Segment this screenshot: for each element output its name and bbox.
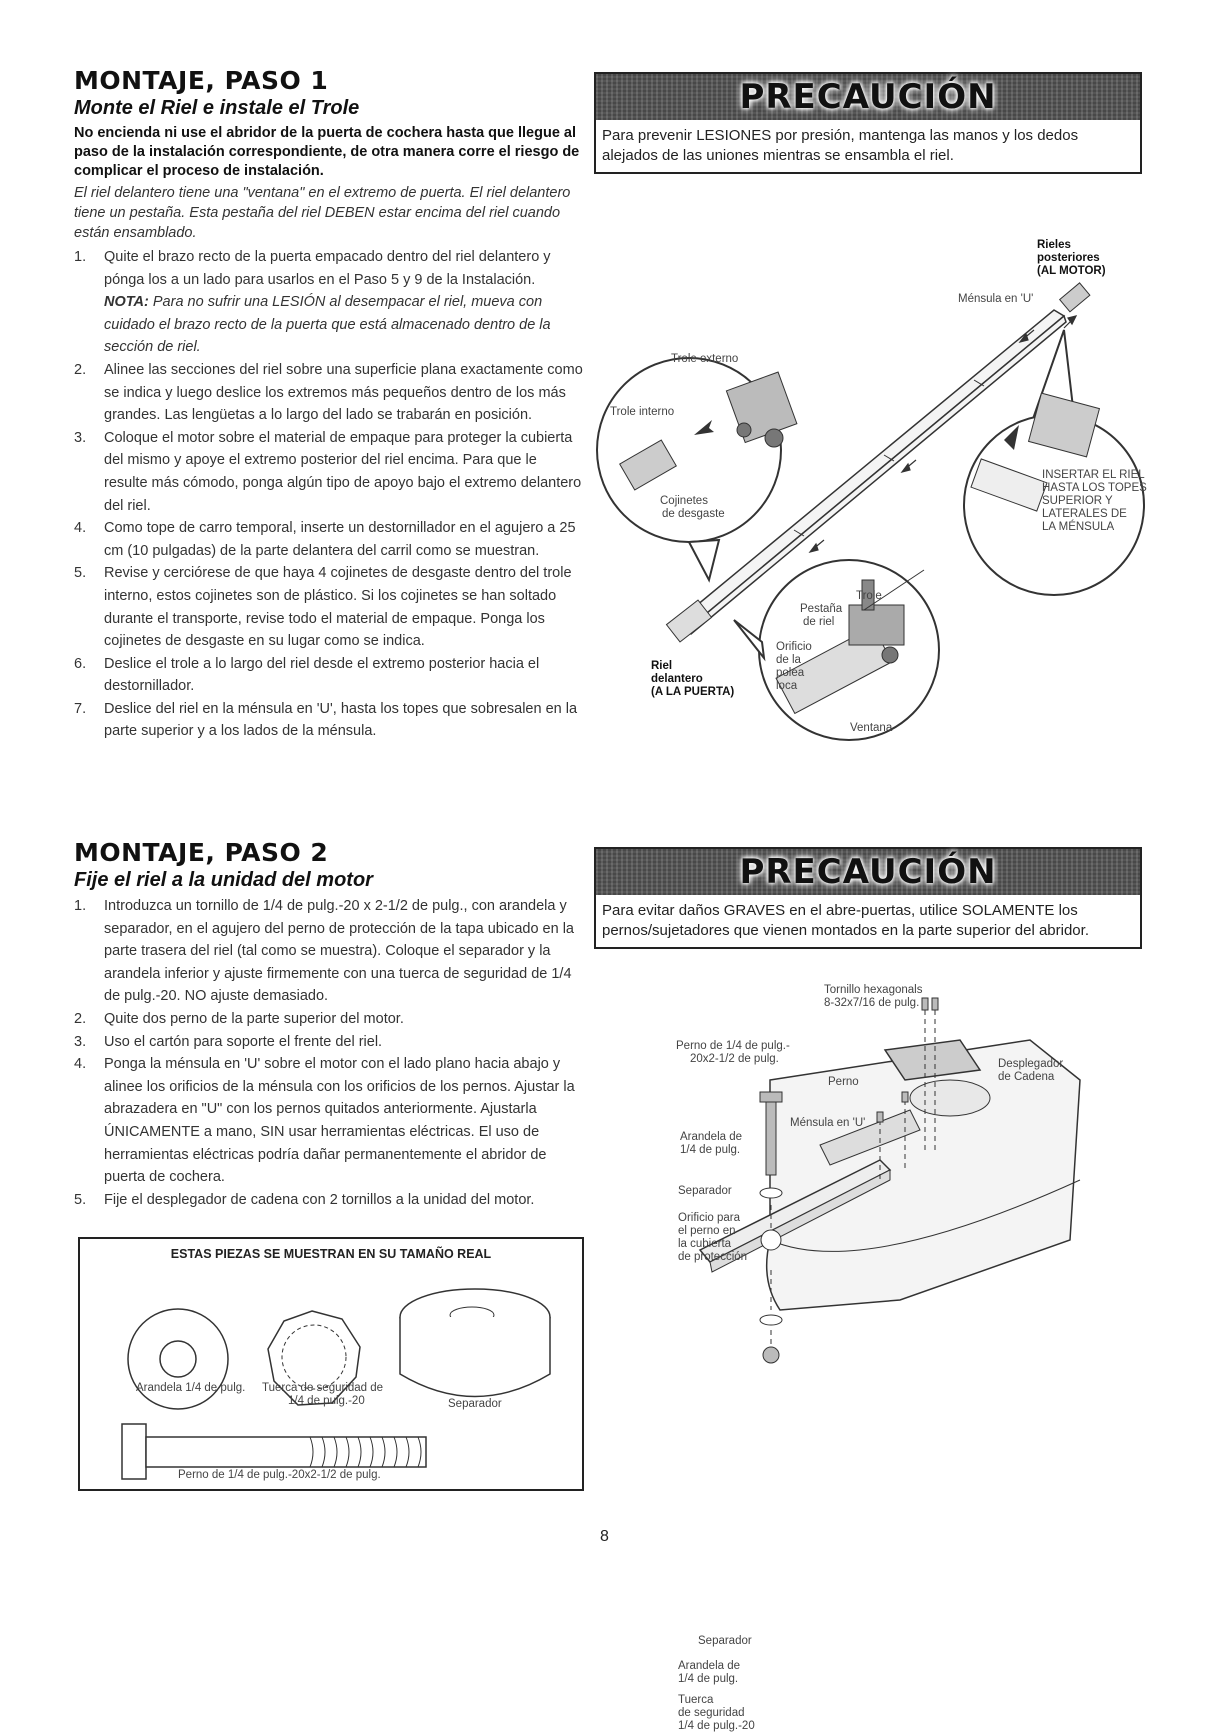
step1-heading: MONTAJE, PASO 1 [74,66,329,95]
label-insertar-2: HASTA LOS TOPES [1042,482,1147,494]
label-orificio-2: de la [776,654,801,666]
label-cojinetes-1: Cojinetes [660,495,708,507]
step1-subheading: Monte el Riel e instale el Trole [74,97,360,119]
label-separador: Separador [678,1185,732,1197]
label-ventana: Ventana [850,722,893,734]
actual-size-parts-illustration [80,1259,580,1489]
caution-box-1 [594,72,1142,174]
caution-banner [596,74,1140,120]
step1-note: El riel delantero tiene una "ventana" en el extremo de puerta. El riel delantero tiene un pestaña. Esta pestaña del riel DEBEN estar encima del riel cuando están ensamblado. [74,185,571,241]
label-arandela2-2: 1/4 de pulg. [678,1673,739,1685]
caution-box-2 [594,847,1142,949]
step2-subheading: Fije el riel a la unidad del motor [74,869,373,891]
step1-warning: No encienda ni use el abridor de la puerta de cochera hasta que llegue al paso de la instalación correspondiente, de otra manera corre el riesgo de complicar el proceso de instalación. [74,125,580,179]
label-nut-1: Tuerca de seguridad de [262,1382,384,1394]
label-rieles-1: Rieles [1037,239,1071,251]
step2-section [74,838,584,1211]
label-pestana-1: Pestaña [800,603,843,615]
label-perno: Perno [828,1076,859,1088]
list-item: 1. Introduzca un tornillo de 1/4 de pulg.-20 x 2-1/2 de pulg., con arandela y separador, en el agujero del perno de protección de la tapa ubicado en la parte trasera del riel (tal como se muestra). Coloque el separador y la arandela inferior y ajuste firmemente con una tuerca de seguridad de 1/4 de pulg.-20. NO ajuste demasiado. [74,898,574,1005]
label-perno14-2: 20x2-1/2 de pulg. [690,1053,779,1065]
label-insertar-5: LA MÉNSULA [1042,521,1115,533]
label-rieles-2: posteriores [1037,252,1100,264]
label-desplegador-1: Desplegador [998,1058,1064,1070]
rail-assembly-diagram [594,239,1154,780]
label-trole: Trole [856,590,882,602]
label-mensula: Ménsula en 'U' [958,293,1034,305]
label-insertar-3: SUPERIOR Y [1042,495,1113,507]
label-orificio-4: loca [776,680,798,692]
step1-list [74,246,584,743]
page-number: 8 [600,1528,609,1545]
label-trole-interno: Trole interno [610,406,675,418]
list-item: 4. Ponga la ménsula en 'U' sobre el motor con el lado plano hacia abajo y alinee los orificios de la ménsula con los orificios de los pernos. Ajustar la abrazadera en "U" con los pernos quitados anteriormente. Ajustarla ÚNICAMENTE a mano, SIN usar herramientas eléctricas. El uso de herramientas eléctricas podría dañar permanentemente el abridor de puerta de cochera. [74,1056,575,1186]
caution-text: Para evitar daños GRAVES en el abre-puertas, utilice SOLAMENTE los pernos/sujetadores que vienen montados en la parte superior del abridor. [596,895,1140,947]
label-tuerca-1: Tuerca [678,1694,714,1706]
label-orificio-4: de protección [678,1251,748,1263]
label-pestana-2: de riel [803,616,835,628]
list-item: 1. Quite el brazo recto de la puerta empacado dentro del riel delantero y pónga los a un lado para usarlos en el Paso 5 y 9 de la Instalación. NOTA: Para no sufrir una LESIÓN al desempacar el riel, mueva con cuidado el brazo recto de la puerta que está almacenado dentro de la sección de riel. [74,249,551,356]
list-item: 3. Coloque el motor sobre el material de empaque para proteger la cubierta del mismo y apoye el extremo posterior del riel encima. Para que le resulte más cómodo, ponga algún tipo de apoyo bajo el extremo delantero del riel. [74,429,582,514]
step2-list [74,895,584,1211]
label-bolt: Perno de 1/4 de pulg.-20x2-1/2 de pulg. [178,1469,381,1481]
list-item: 2. Quite dos perno de la parte superior del motor. [74,1010,404,1027]
list-item: 6. Deslice el trole a lo largo del riel desde el extremo posterior hacia el destornillador. [74,655,540,695]
caution-title: PRECAUCIÓN [739,852,997,892]
list-item: 5. Revise y cerciórese de que haya 4 cojinetes de desgaste dentro del trole interno, estos cojinetes son de plástico. Si los cojinetes se han soltado durante el transporte, revise todo el material de empaque. Ponga los cojinetes de desgaste en su lugar como se indica. [74,565,572,650]
label-mensula: Ménsula en 'U' [790,1117,866,1129]
caution-text: Para prevenir LESIONES por presión, mantenga las manos y los dedos alejados de las uniones mientras se ensambla el riel. [596,120,1140,172]
list-item: 2. Alinee las secciones del riel sobre una superficie plana exactamente como se indica y luego deslice los extremos más pequeños dentro de los más grandes. Las lengüetas a lo largo del lado se trabarán en posición. [74,361,583,424]
label-nut-2: 1/4 de pulg.-20 [288,1395,365,1407]
list-item: 3. Uso el cartón para soporte el frente del riel. [74,1033,383,1050]
list-item: 7. Deslice del riel en la ménsula en 'U', hasta los topes que sobresalen en la parte superior y a los lados de la ménsula. [74,700,578,740]
label-tornillo-2: 8-32x7/16 de pulg. [824,997,920,1009]
label-orificio-1: Orificio [776,641,812,653]
caution-banner [596,849,1140,895]
label-washer: Arandela 1/4 de pulg. [136,1382,246,1394]
caution-title: PRECAUCIÓN [739,77,997,117]
label-riel-3: (A LA PUERTA) [651,686,735,698]
label-desplegador-2: de Cadena [998,1071,1055,1083]
label-orificio-3: polea [776,667,805,679]
label-spacer: Separador [448,1398,502,1410]
step1-section [74,66,584,743]
label-orificio-1: Orificio para [678,1212,740,1224]
label-perno14-1: Perno de 1/4 de pulg.- [676,1040,790,1052]
label-tuerca-2: de seguridad [678,1707,745,1719]
label-orificio-3: la cubierta [678,1238,732,1250]
step2-heading: MONTAJE, PASO 2 [74,838,329,867]
label-riel-1: Riel [651,660,673,672]
actual-size-parts-box [78,1237,584,1491]
parts-title: ESTAS PIEZAS SE MUESTRAN EN SU TAMAÑO REAL [170,1247,492,1261]
label-cojinetes-2: de desgaste [662,508,725,520]
label-trole-externo: Trole externo [671,353,739,365]
label-separador-2: Separador [698,1635,752,1647]
label-arandela2-1: Arandela de [678,1660,741,1672]
label-tornillo-1: Tornillo hexagonals [824,984,923,996]
label-insertar-1: INSERTAR EL RIEL [1042,469,1145,481]
label-arandela-2: 1/4 de pulg. [680,1144,741,1156]
label-tuerca-3: 1/4 de pulg.-20 [678,1720,755,1732]
motor-assembly-diagram [660,980,1090,1732]
label-rieles-3: (AL MOTOR) [1037,265,1106,277]
label-orificio-2: el perno en [678,1225,736,1237]
label-riel-2: delantero [651,673,703,685]
list-item: 5. Fije el desplegador de cadena con 2 tornillos a la unidad del motor. [74,1191,535,1208]
list-item: 4. Como tope de carro temporal, inserte un destornillador en el agujero a 25 cm (10 pulgadas) de la parte delantera del carril como se muestran. [74,520,576,559]
label-insertar-4: LATERALES DE [1042,508,1127,520]
label-arandela-1: Arandela de [680,1131,743,1143]
